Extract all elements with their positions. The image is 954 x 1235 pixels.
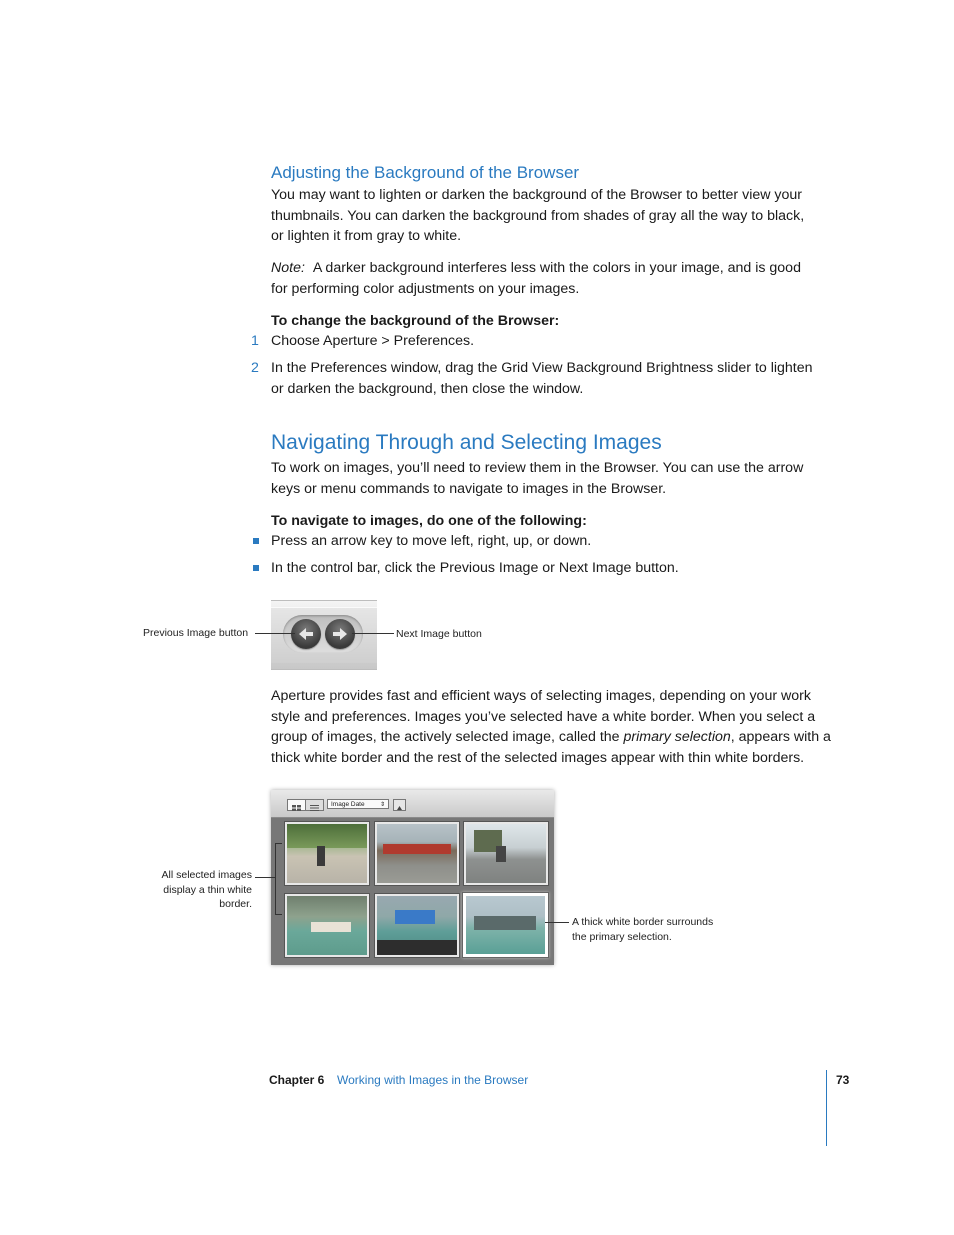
selection-paragraph xyxy=(271,686,831,768)
bullet-marker xyxy=(253,538,259,544)
sort-select-value: Image Date xyxy=(331,801,365,808)
emphasis-primary-selection: primary selection xyxy=(623,729,731,746)
list-icon xyxy=(306,803,323,813)
sort-direction-button[interactable] xyxy=(393,799,406,811)
text-line: border. xyxy=(219,898,252,910)
text-line: A thick white border surrounds xyxy=(572,916,714,928)
callout-line xyxy=(545,922,569,923)
thumbnail-image[interactable] xyxy=(464,822,548,885)
section2-paragraph xyxy=(271,458,831,499)
section-heading-background: Adjusting the Background of the Browser xyxy=(271,163,580,182)
grid-view-button[interactable] xyxy=(287,799,306,811)
text-line: or lighten it from gray to white. xyxy=(271,228,462,245)
text-line: You may want to lighten or darken the background of the Browser to better view your xyxy=(271,187,803,203)
arrow-right-icon xyxy=(325,619,355,649)
callout-bracket xyxy=(275,843,282,915)
callout-line xyxy=(352,633,394,634)
callout-line xyxy=(255,877,275,878)
bullet-text: Press an arrow key to move left, right, up, or down. xyxy=(271,533,592,549)
text-line: In the Preferences window, drag the Grid View Background Brightness slider to lighten xyxy=(271,360,813,376)
list-view-button[interactable] xyxy=(305,799,324,811)
text-line: style and preferences. Images you’ve selected have a white border. When you select a xyxy=(271,708,816,725)
step-number: 1 xyxy=(251,333,259,349)
section1-paragraph xyxy=(271,185,831,247)
text-line: keys or menu commands to navigate to images in the Browser. xyxy=(271,480,667,497)
note-label: Note: xyxy=(271,260,305,276)
text-line: A darker background interferes less with the colors in your image, and is good xyxy=(312,260,801,276)
next-image-button[interactable] xyxy=(325,619,355,649)
thumbnail-image[interactable] xyxy=(375,894,459,957)
thumbnail-image[interactable] xyxy=(375,822,459,885)
callout-line xyxy=(255,633,295,634)
text-line: thumbnails. You can darken the background from shades of gray all the way to black, xyxy=(271,207,805,224)
text-line: the primary selection. xyxy=(572,930,672,943)
primary-selection-thumbnail[interactable] xyxy=(463,893,548,957)
text-line: Aperture provides fast and efficient ways of selecting images, depending on your work xyxy=(271,688,811,704)
step-text xyxy=(271,358,831,399)
thumbnail-image[interactable] xyxy=(285,822,369,885)
text-line: display a thin white xyxy=(163,883,252,896)
callout-previous-image: Previous Image button xyxy=(143,627,249,639)
arrow-left-icon xyxy=(291,619,321,649)
text-line: All selected images xyxy=(161,869,252,881)
text-line: or darken the background, then close the window. xyxy=(271,380,584,397)
browser-toolbar xyxy=(271,790,554,818)
note-paragraph xyxy=(271,258,831,299)
footer-chapter-label: Chapter 6 xyxy=(269,1073,325,1087)
previous-image-button[interactable] xyxy=(291,619,321,649)
page-number: 73 xyxy=(836,1073,850,1087)
bullet-text: In the control bar, click the Previous Image or Next Image button. xyxy=(271,560,679,576)
callout-primary-selection xyxy=(572,915,713,944)
callout-next-image: Next Image button xyxy=(396,628,482,640)
task-heading-navigate: To navigate to images, do one of the following: xyxy=(271,513,587,529)
text-line: To work on images, you’ll need to review them in the Browser. You can use the arrow xyxy=(271,460,804,476)
sort-select[interactable] xyxy=(327,799,389,809)
bullet-marker xyxy=(253,565,259,571)
section-heading-navigating: Navigating Through and Selecting Images xyxy=(271,431,662,454)
triangle-up-icon xyxy=(394,803,405,813)
thumbnail-image[interactable] xyxy=(285,894,369,957)
step-text: Choose Aperture > Preferences. xyxy=(271,333,475,349)
footer-chapter-title: Working with Images in the Browser xyxy=(337,1073,529,1087)
text-line: for performing color adjustments on your images. xyxy=(271,280,580,297)
task-heading-background: To change the background of the Browser: xyxy=(271,313,560,329)
updown-icon: ⇕ xyxy=(379,802,385,808)
grid-icon xyxy=(288,803,305,813)
browser-figure xyxy=(271,790,554,965)
footer-rule xyxy=(826,1070,827,1146)
callout-selected-images xyxy=(150,868,252,912)
step-number: 2 xyxy=(251,360,259,376)
text-line: group of images, the actively selected image, called the primary selection, appears with a xyxy=(271,729,831,746)
text-line: thick white border and the rest of the selected images appear with thin white borders. xyxy=(271,749,805,766)
control-bar-figure xyxy=(271,600,377,670)
